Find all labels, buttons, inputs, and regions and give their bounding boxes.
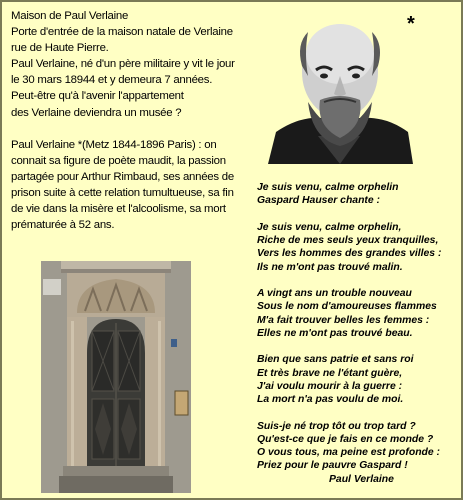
poem-line: Ils ne m'ont pas trouvé malin. xyxy=(257,261,403,273)
intro-line: des Verlaine deviendra un musée ? xyxy=(11,106,182,119)
poem-intro-line: Gaspard Hauser chante : xyxy=(257,195,380,207)
poem-block xyxy=(257,181,457,486)
poem-line: Et très brave ne l'étant guère, xyxy=(257,367,403,379)
description-block xyxy=(11,8,257,233)
bio-line: partagée pour Arthur Rimbaud, ses années de xyxy=(11,170,234,183)
poem-line: O vous tous, ma peine est profonde : xyxy=(257,447,441,458)
poem-line: Qu'est-ce que je fais en ce monde ? xyxy=(257,433,434,445)
verlaine-portrait xyxy=(268,14,413,164)
bio-line: prison suite à cette relation tumultueuse, sa fin xyxy=(11,186,234,199)
poem-line: La mort n'a pas voulu de moi. xyxy=(257,394,404,405)
intro-line: Peut-être qu'à l'avenir l'appartement xyxy=(11,90,184,103)
intro-line: Porte d'entrée de la maison natale de Verlaine xyxy=(11,26,233,39)
poem-line: Bien que sans patrie et sans roi xyxy=(257,354,414,366)
intro-line: Paul Verlaine, né d'un père militaire y vit le jour xyxy=(11,58,235,71)
poem-line: Suis-je né trop tôt ou trop tard ? xyxy=(257,420,416,432)
poem-line: Je suis venu, calme orphelin, xyxy=(257,221,402,233)
asterisk-mark: * xyxy=(407,13,415,35)
bio-line: connait sa figure de poète maudit, la passion xyxy=(11,154,226,167)
poem-line: Riche de mes seuls yeux tranquilles, xyxy=(257,235,439,246)
page-title: Maison de Paul Verlaine xyxy=(11,10,129,22)
bio-line: prématurée à 52 ans. xyxy=(11,219,115,232)
bio-line: Paul Verlaine *(Metz 1844-1896 Paris) : on xyxy=(11,138,217,151)
poem-line: Sous le nom d'amoureuses flammes xyxy=(257,301,437,313)
poem-line: Priez pour le pauvre Gaspard ! xyxy=(257,460,408,472)
poem-signature: Paul Verlaine xyxy=(329,473,394,485)
poem-line: A vingt ans un trouble nouveau xyxy=(257,288,412,299)
poem-line: J'ai voulu mourir à la guerre : xyxy=(257,380,403,392)
poem-line: Vers les hommes des grandes villes : xyxy=(257,248,442,260)
poem-line: Elles ne m'ont pas trouvé beau. xyxy=(257,327,413,339)
house-door-photo xyxy=(41,261,191,493)
intro-line: rue de Haute Pierre. xyxy=(11,42,109,55)
intro-line: le 30 mars 18944 et y demeura 7 années. xyxy=(11,74,213,87)
poem-intro-line: Je suis venu, calme orphelin xyxy=(257,182,399,193)
bio-line: de vie dans la misère et l'alcoolisme, sa mort xyxy=(11,203,226,216)
poem-line: M'a fait trouver belles les femmes : xyxy=(257,314,430,326)
